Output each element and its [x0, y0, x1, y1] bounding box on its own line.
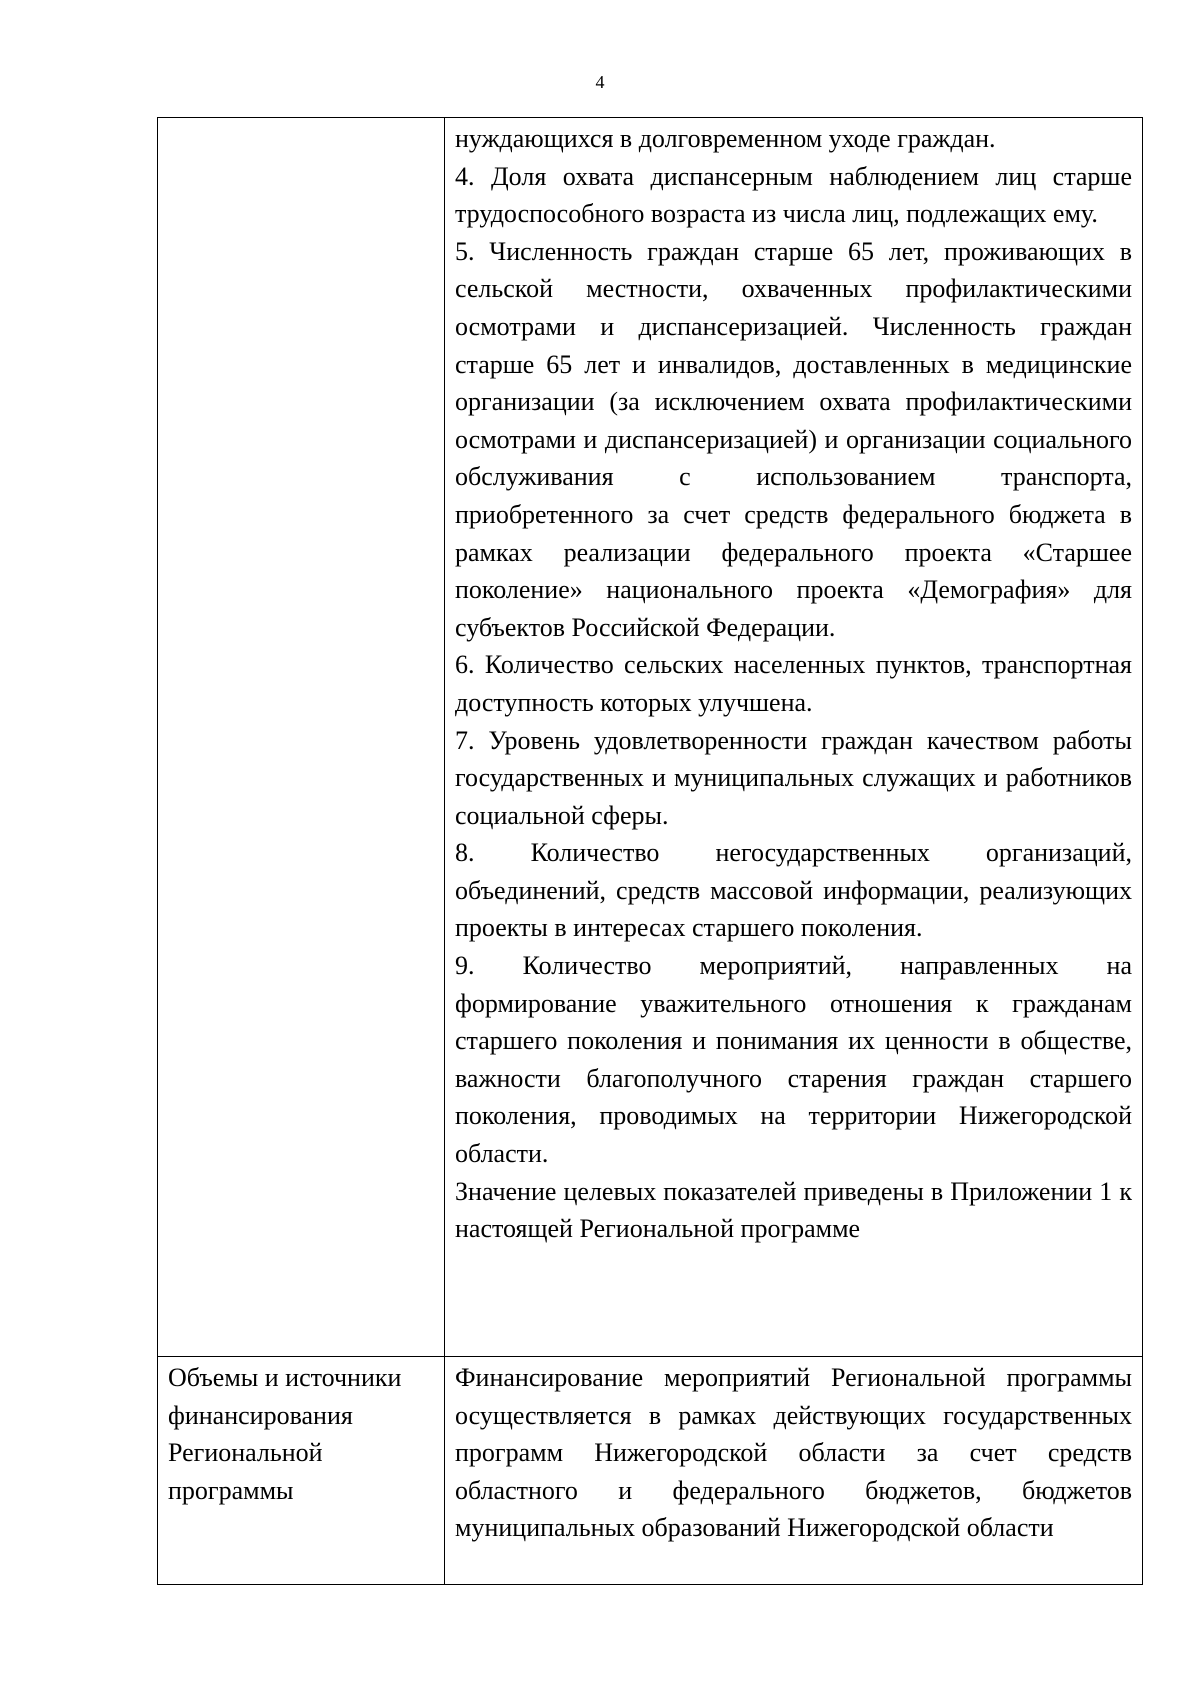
indicator-7: 7. Уровень удовлетворенности граждан качеством работы государственных и муниципальных служащих и работников социальной сферы.	[455, 725, 1132, 830]
funding-paragraph: Финансирование мероприятий Региональной программы осуществляется в рамках действующих государственных программ Нижегородской области за счет средств областного и федерального бюджетов, бюджетов муниципальных образований Нижегородской области	[455, 1363, 1132, 1543]
funding-text-cell	[445, 1357, 1143, 1585]
row-text-cell	[445, 118, 1143, 1357]
indicator-values-note: Значение целевых показателей приведены в Приложении 1 к настоящей Региональной программе	[455, 1176, 1132, 1244]
indicator-8: 8. Количество негосударственных организаций, объединений, средств массовой информации, реализующих проекты в интересах старшего поколения.	[455, 838, 1132, 943]
program-passport-table	[157, 117, 1143, 1585]
indicator-4: 4. Доля охвата диспансерным наблюдением лиц старше трудоспособного возраста из числа лиц, подлежащих ему.	[455, 161, 1132, 229]
indicator-6: 6. Количество сельских населенных пунктов, транспортная доступность которых улучшена.	[455, 650, 1132, 717]
table-row	[158, 118, 1143, 1357]
page-number: 4	[595, 72, 605, 92]
funding-label-cell: Объемы и источники финансирования Региональной программы	[158, 1357, 445, 1585]
table-row	[158, 1357, 1143, 1585]
row-label-cell	[158, 118, 445, 1357]
indicator-continuation: нуждающихся в долговременном уходе граждан.	[455, 124, 996, 153]
indicator-5: 5. Численность граждан старше 65 лет, проживающих в сельской местности, охваченных профилактическими осмотрами и диспансеризацией. Численность граждан старше 65 лет и инвалидов, доставленных в медицинские организации (за исключением охвата профилактическими осмотрами и диспансеризацией) и организации социального обслуживания с использованием транспорта, приобретенного за счет средств федерального бюджета в рамках реализации федерального проекта «Старшее поколение» национального проекта «Демография» для субъектов Российской Федерации.	[455, 236, 1132, 642]
indicator-9: 9. Количество мероприятий, направленных на формирование уважительного отношения к гражданам старшего поколения и понимания их ценности в обществе, важности благополучного старения граждан старшего поколения, проводимых на территории Нижегородской области.	[455, 951, 1132, 1169]
